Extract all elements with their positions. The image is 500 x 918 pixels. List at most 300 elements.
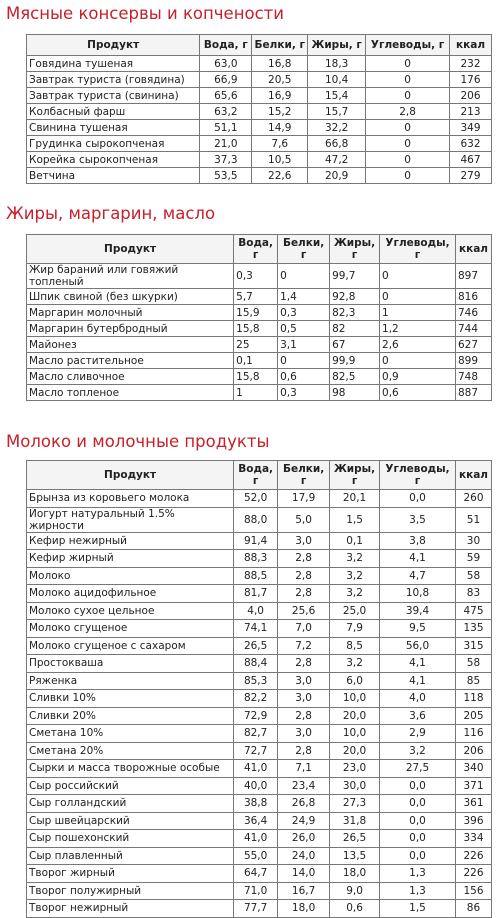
cell-product: Сыр швейцарский bbox=[27, 812, 234, 830]
column-header-water: Вода, г bbox=[200, 35, 252, 56]
cell-product: Сырки и масса творожные особые bbox=[27, 760, 234, 778]
cell-product: Сметана 10% bbox=[27, 725, 234, 743]
cell-kcal: 887 bbox=[455, 385, 491, 401]
cell-fat: 26,5 bbox=[330, 830, 380, 848]
cell-water: 88,4 bbox=[234, 655, 278, 673]
cell-carbs: 2,6 bbox=[380, 337, 456, 353]
cell-carbs: 27,5 bbox=[380, 760, 456, 778]
cell-protein: 23,4 bbox=[278, 777, 330, 795]
cell-fat: 0,1 bbox=[330, 532, 380, 550]
cell-protein: 2,8 bbox=[278, 567, 330, 585]
cell-water: 26,5 bbox=[234, 637, 278, 655]
column-header-fat: Жиры, г bbox=[330, 235, 380, 264]
cell-fat: 92,8 bbox=[330, 289, 380, 305]
cell-protein: 1,4 bbox=[278, 289, 330, 305]
cell-protein: 5,0 bbox=[278, 507, 330, 532]
table-row bbox=[27, 88, 492, 104]
cell-fat: 3,2 bbox=[330, 550, 380, 568]
cell-carbs: 0 bbox=[380, 353, 456, 369]
table-row bbox=[27, 882, 492, 900]
column-header-kcal: ккал bbox=[450, 35, 492, 56]
cell-kcal: 467 bbox=[450, 152, 492, 168]
column-header-protein: Белки, г bbox=[278, 461, 330, 490]
cell-water: 72,9 bbox=[234, 707, 278, 725]
table-row bbox=[27, 725, 492, 743]
table-row bbox=[27, 507, 492, 532]
cell-water: 51,1 bbox=[200, 120, 252, 136]
cell-fat: 20,1 bbox=[330, 490, 380, 508]
cell-product: Корейка сырокопченая bbox=[27, 152, 200, 168]
cell-water: 0,1 bbox=[234, 353, 278, 369]
cell-fat: 82 bbox=[330, 321, 380, 337]
table-row bbox=[27, 830, 492, 848]
cell-carbs: 0,0 bbox=[380, 847, 456, 865]
cell-fat: 20,0 bbox=[330, 707, 380, 725]
cell-protein: 26,0 bbox=[278, 830, 330, 848]
cell-water: 91,4 bbox=[234, 532, 278, 550]
cell-kcal: 83 bbox=[455, 585, 491, 603]
cell-protein: 3,0 bbox=[278, 690, 330, 708]
cell-carbs: 0,0 bbox=[380, 812, 456, 830]
cell-fat: 13,5 bbox=[330, 847, 380, 865]
cell-fat: 7,9 bbox=[330, 620, 380, 638]
column-header-kcal: ккал bbox=[455, 235, 491, 264]
cell-carbs: 0,0 bbox=[380, 795, 456, 813]
cell-product: Йогурт натуральный 1.5% жирности bbox=[27, 507, 234, 532]
cell-kcal: 279 bbox=[450, 168, 492, 184]
cell-fat: 23,0 bbox=[330, 760, 380, 778]
cell-protein: 16,9 bbox=[252, 88, 308, 104]
cell-water: 74,1 bbox=[234, 620, 278, 638]
cell-fat: 15,4 bbox=[308, 88, 366, 104]
cell-protein: 3,0 bbox=[278, 672, 330, 690]
cell-fat: 99,9 bbox=[330, 353, 380, 369]
cell-fat: 98 bbox=[330, 385, 380, 401]
table-row bbox=[27, 865, 492, 883]
cell-kcal: 176 bbox=[450, 72, 492, 88]
cell-water: 63,0 bbox=[200, 56, 252, 72]
cell-protein: 3,0 bbox=[278, 725, 330, 743]
cell-kcal: 226 bbox=[455, 865, 491, 883]
table-row bbox=[27, 602, 492, 620]
table-row bbox=[27, 532, 492, 550]
cell-fat: 3,2 bbox=[330, 655, 380, 673]
cell-carbs: 4,7 bbox=[380, 567, 456, 585]
cell-protein: 24,0 bbox=[278, 847, 330, 865]
column-header-water: Вода, г bbox=[234, 461, 278, 490]
cell-water: 1 bbox=[234, 385, 278, 401]
cell-protein: 17,9 bbox=[278, 490, 330, 508]
cell-protein: 25,6 bbox=[278, 602, 330, 620]
cell-water: 65,6 bbox=[200, 88, 252, 104]
table-row bbox=[27, 707, 492, 725]
cell-product: Говядина тушеная bbox=[27, 56, 200, 72]
cell-fat: 10,0 bbox=[330, 690, 380, 708]
table-row bbox=[27, 585, 492, 603]
cell-carbs: 1,3 bbox=[380, 882, 456, 900]
cell-protein: 20,5 bbox=[252, 72, 308, 88]
column-header-protein: Белки, г bbox=[252, 35, 308, 56]
table-row bbox=[27, 690, 492, 708]
cell-kcal: 340 bbox=[455, 760, 491, 778]
cell-kcal: 135 bbox=[455, 620, 491, 638]
cell-kcal: 748 bbox=[455, 369, 491, 385]
cell-protein: 18,0 bbox=[278, 900, 330, 918]
cell-product: Брынза из коровьего молока bbox=[27, 490, 234, 508]
cell-water: 40,0 bbox=[234, 777, 278, 795]
table-row bbox=[27, 305, 492, 321]
cell-product: Сыр плавленный bbox=[27, 847, 234, 865]
cell-product: Масло растительное bbox=[27, 353, 234, 369]
cell-product: Сливки 10% bbox=[27, 690, 234, 708]
table-row bbox=[27, 637, 492, 655]
cell-carbs: 56,0 bbox=[380, 637, 456, 655]
table-header-row bbox=[27, 235, 492, 264]
cell-product: Сливки 20% bbox=[27, 707, 234, 725]
cell-carbs: 0,0 bbox=[380, 830, 456, 848]
cell-water: 38,8 bbox=[234, 795, 278, 813]
cell-protein: 16,8 bbox=[252, 56, 308, 72]
cell-kcal: 206 bbox=[450, 88, 492, 104]
cell-fat: 25,0 bbox=[330, 602, 380, 620]
cell-protein: 24,9 bbox=[278, 812, 330, 830]
table-row bbox=[27, 900, 492, 918]
cell-water: 15,8 bbox=[234, 321, 278, 337]
cell-fat: 6,0 bbox=[330, 672, 380, 690]
cell-product: Кефир жирный bbox=[27, 550, 234, 568]
table-row bbox=[27, 385, 492, 401]
cell-kcal: 206 bbox=[455, 742, 491, 760]
cell-fat: 32,2 bbox=[308, 120, 366, 136]
cell-fat: 67 bbox=[330, 337, 380, 353]
cell-water: 53,5 bbox=[200, 168, 252, 184]
cell-kcal: 226 bbox=[455, 847, 491, 865]
cell-water: 85,3 bbox=[234, 672, 278, 690]
table-row bbox=[27, 777, 492, 795]
section-title-fats: Жиры, маргарин, масло bbox=[6, 204, 216, 223]
table-row bbox=[27, 490, 492, 508]
cell-product: Майонез bbox=[27, 337, 234, 353]
table-header-row bbox=[27, 35, 492, 56]
cell-fat: 15,7 bbox=[308, 104, 366, 120]
cell-protein: 0,6 bbox=[278, 369, 330, 385]
cell-water: 81,7 bbox=[234, 585, 278, 603]
cell-carbs: 0,0 bbox=[380, 777, 456, 795]
cell-kcal: 315 bbox=[455, 637, 491, 655]
column-header-fat: Жиры, г bbox=[330, 461, 380, 490]
cell-carbs: 0 bbox=[366, 136, 450, 152]
cell-product: Молоко сгущеное bbox=[27, 620, 234, 638]
cell-fat: 3,2 bbox=[330, 585, 380, 603]
table-row bbox=[27, 56, 492, 72]
cell-water: 88,5 bbox=[234, 567, 278, 585]
column-header-product: Продукт bbox=[27, 235, 234, 264]
cell-carbs: 10,8 bbox=[380, 585, 456, 603]
cell-fat: 66,8 bbox=[308, 136, 366, 152]
cell-fat: 20,0 bbox=[330, 742, 380, 760]
table-header-row bbox=[27, 461, 492, 490]
cell-protein: 7,1 bbox=[278, 760, 330, 778]
cell-water: 66,9 bbox=[200, 72, 252, 88]
table-row bbox=[27, 136, 492, 152]
cell-water: 15,9 bbox=[234, 305, 278, 321]
cell-fat: 10,0 bbox=[330, 725, 380, 743]
cell-product: Творог полужирный bbox=[27, 882, 234, 900]
cell-product: Маргарин бутербродный bbox=[27, 321, 234, 337]
table-row bbox=[27, 104, 492, 120]
table-meat bbox=[26, 34, 492, 184]
table-row bbox=[27, 353, 492, 369]
cell-kcal: 899 bbox=[455, 353, 491, 369]
column-header-carbs: Углеводы, г bbox=[380, 235, 456, 264]
table-row bbox=[27, 152, 492, 168]
cell-carbs: 2,8 bbox=[366, 104, 450, 120]
table-row bbox=[27, 120, 492, 136]
cell-kcal: 627 bbox=[455, 337, 491, 353]
column-header-carbs: Углеводы, г bbox=[380, 461, 456, 490]
table-row bbox=[27, 369, 492, 385]
cell-water: 55,0 bbox=[234, 847, 278, 865]
cell-product: Колбасный фарш bbox=[27, 104, 200, 120]
cell-carbs: 0 bbox=[366, 152, 450, 168]
cell-protein: 26,8 bbox=[278, 795, 330, 813]
cell-kcal: 371 bbox=[455, 777, 491, 795]
cell-product: Молоко сухое цельное bbox=[27, 602, 234, 620]
cell-carbs: 3,8 bbox=[380, 532, 456, 550]
cell-kcal: 58 bbox=[455, 567, 491, 585]
cell-kcal: 205 bbox=[455, 707, 491, 725]
cell-protein: 0,3 bbox=[278, 385, 330, 401]
cell-fat: 18,0 bbox=[330, 865, 380, 883]
cell-protein: 14,9 bbox=[252, 120, 308, 136]
cell-kcal: 475 bbox=[455, 602, 491, 620]
cell-protein: 0,5 bbox=[278, 321, 330, 337]
cell-carbs: 4,1 bbox=[380, 655, 456, 673]
cell-protein: 3,0 bbox=[278, 532, 330, 550]
cell-carbs: 0 bbox=[366, 88, 450, 104]
cell-carbs: 1,3 bbox=[380, 865, 456, 883]
cell-protein: 0,3 bbox=[278, 305, 330, 321]
cell-protein: 14,0 bbox=[278, 865, 330, 883]
table-fats bbox=[26, 234, 492, 401]
cell-carbs: 1,2 bbox=[380, 321, 456, 337]
cell-product: Шпик свиной (без шкурки) bbox=[27, 289, 234, 305]
cell-kcal: 58 bbox=[455, 655, 491, 673]
cell-product: Творог нежирный bbox=[27, 900, 234, 918]
column-header-protein: Белки, г bbox=[278, 235, 330, 264]
table-row bbox=[27, 655, 492, 673]
cell-kcal: 116 bbox=[455, 725, 491, 743]
cell-carbs: 4,0 bbox=[380, 690, 456, 708]
cell-carbs: 0 bbox=[366, 168, 450, 184]
cell-fat: 82,3 bbox=[330, 305, 380, 321]
cell-carbs: 0,6 bbox=[380, 385, 456, 401]
cell-fat: 31,8 bbox=[330, 812, 380, 830]
cell-product: Простокваша bbox=[27, 655, 234, 673]
cell-product: Завтрак туриста (говядина) bbox=[27, 72, 200, 88]
cell-fat: 99,7 bbox=[330, 264, 380, 289]
table-row bbox=[27, 795, 492, 813]
cell-water: 4,0 bbox=[234, 602, 278, 620]
column-header-kcal: ккал bbox=[455, 461, 491, 490]
cell-product: Молоко сгущеное с сахаром bbox=[27, 637, 234, 655]
cell-product: Жир бараний или говяжий топленый bbox=[27, 264, 234, 289]
cell-protein: 2,8 bbox=[278, 655, 330, 673]
cell-protein: 0 bbox=[278, 264, 330, 289]
cell-product: Ветчина bbox=[27, 168, 200, 184]
cell-carbs: 3,5 bbox=[380, 507, 456, 532]
cell-carbs: 0 bbox=[366, 120, 450, 136]
table-row bbox=[27, 847, 492, 865]
column-header-fat: Жиры, г bbox=[308, 35, 366, 56]
cell-product: Маргарин молочный bbox=[27, 305, 234, 321]
cell-protein: 0 bbox=[278, 353, 330, 369]
cell-carbs: 0,9 bbox=[380, 369, 456, 385]
cell-kcal: 349 bbox=[450, 120, 492, 136]
cell-product: Молоко ацидофильное bbox=[27, 585, 234, 603]
cell-protein: 7,6 bbox=[252, 136, 308, 152]
table-row bbox=[27, 550, 492, 568]
cell-fat: 47,2 bbox=[308, 152, 366, 168]
cell-product: Свинина тушеная bbox=[27, 120, 200, 136]
table-row bbox=[27, 620, 492, 638]
cell-protein: 2,8 bbox=[278, 585, 330, 603]
cell-water: 0,3 bbox=[234, 264, 278, 289]
cell-carbs: 4,1 bbox=[380, 550, 456, 568]
cell-protein: 16,7 bbox=[278, 882, 330, 900]
cell-protein: 2,8 bbox=[278, 707, 330, 725]
cell-kcal: 260 bbox=[455, 490, 491, 508]
cell-water: 63,2 bbox=[200, 104, 252, 120]
cell-carbs: 0 bbox=[366, 72, 450, 88]
cell-water: 36,4 bbox=[234, 812, 278, 830]
cell-carbs: 2,9 bbox=[380, 725, 456, 743]
cell-carbs: 9,5 bbox=[380, 620, 456, 638]
table-row bbox=[27, 289, 492, 305]
cell-protein: 2,8 bbox=[278, 742, 330, 760]
cell-kcal: 361 bbox=[455, 795, 491, 813]
table-dairy bbox=[26, 460, 492, 918]
cell-product: Сыр голландский bbox=[27, 795, 234, 813]
cell-product: Грудинка сырокопченая bbox=[27, 136, 200, 152]
cell-fat: 82,5 bbox=[330, 369, 380, 385]
column-header-product: Продукт bbox=[27, 461, 234, 490]
cell-carbs: 4,1 bbox=[380, 672, 456, 690]
cell-kcal: 632 bbox=[450, 136, 492, 152]
section-title-dairy: Молоко и молочные продукты bbox=[6, 432, 270, 451]
cell-water: 64,7 bbox=[234, 865, 278, 883]
cell-carbs: 0,0 bbox=[380, 490, 456, 508]
cell-water: 82,7 bbox=[234, 725, 278, 743]
column-header-carbs: Углеводы, г bbox=[366, 35, 450, 56]
cell-kcal: 85 bbox=[455, 672, 491, 690]
cell-carbs: 1,5 bbox=[380, 900, 456, 918]
cell-carbs: 3,6 bbox=[380, 707, 456, 725]
cell-water: 25 bbox=[234, 337, 278, 353]
cell-fat: 10,4 bbox=[308, 72, 366, 88]
cell-carbs: 3,2 bbox=[380, 742, 456, 760]
cell-fat: 30,0 bbox=[330, 777, 380, 795]
cell-water: 77,7 bbox=[234, 900, 278, 918]
cell-carbs: 0 bbox=[366, 56, 450, 72]
table-row bbox=[27, 672, 492, 690]
cell-water: 41,0 bbox=[234, 830, 278, 848]
cell-water: 5,7 bbox=[234, 289, 278, 305]
cell-kcal: 213 bbox=[450, 104, 492, 120]
cell-protein: 15,2 bbox=[252, 104, 308, 120]
cell-fat: 1,5 bbox=[330, 507, 380, 532]
cell-product: Сыр российский bbox=[27, 777, 234, 795]
cell-fat: 20,9 bbox=[308, 168, 366, 184]
cell-fat: 0,6 bbox=[330, 900, 380, 918]
cell-product: Сыр пошехонский bbox=[27, 830, 234, 848]
cell-carbs: 0 bbox=[380, 264, 456, 289]
cell-water: 71,0 bbox=[234, 882, 278, 900]
cell-product: Молоко bbox=[27, 567, 234, 585]
cell-water: 88,3 bbox=[234, 550, 278, 568]
cell-water: 37,3 bbox=[200, 152, 252, 168]
cell-water: 72,7 bbox=[234, 742, 278, 760]
cell-carbs: 1 bbox=[380, 305, 456, 321]
cell-water: 15,8 bbox=[234, 369, 278, 385]
cell-kcal: 897 bbox=[455, 264, 491, 289]
cell-kcal: 744 bbox=[455, 321, 491, 337]
cell-fat: 3,2 bbox=[330, 567, 380, 585]
column-header-product: Продукт bbox=[27, 35, 200, 56]
table-row bbox=[27, 567, 492, 585]
cell-product: Масло сливочное bbox=[27, 369, 234, 385]
cell-product: Ряженка bbox=[27, 672, 234, 690]
cell-fat: 27,3 bbox=[330, 795, 380, 813]
cell-fat: 8,5 bbox=[330, 637, 380, 655]
cell-water: 88,0 bbox=[234, 507, 278, 532]
table-row bbox=[27, 72, 492, 88]
table-row bbox=[27, 321, 492, 337]
cell-carbs: 39,4 bbox=[380, 602, 456, 620]
cell-fat: 9,0 bbox=[330, 882, 380, 900]
table-row bbox=[27, 760, 492, 778]
cell-protein: 10,5 bbox=[252, 152, 308, 168]
cell-kcal: 156 bbox=[455, 882, 491, 900]
cell-carbs: 0 bbox=[380, 289, 456, 305]
cell-kcal: 816 bbox=[455, 289, 491, 305]
cell-protein: 3,1 bbox=[278, 337, 330, 353]
table-row bbox=[27, 337, 492, 353]
cell-fat: 18,3 bbox=[308, 56, 366, 72]
cell-protein: 2,8 bbox=[278, 550, 330, 568]
cell-protein: 7,2 bbox=[278, 637, 330, 655]
cell-water: 41,0 bbox=[234, 760, 278, 778]
column-header-water: Вода, г bbox=[234, 235, 278, 264]
section-title-meat: Мясные консервы и копчености bbox=[6, 4, 284, 23]
cell-kcal: 334 bbox=[455, 830, 491, 848]
cell-kcal: 86 bbox=[455, 900, 491, 918]
cell-kcal: 30 bbox=[455, 532, 491, 550]
cell-water: 52,0 bbox=[234, 490, 278, 508]
cell-protein: 7,0 bbox=[278, 620, 330, 638]
table-row bbox=[27, 168, 492, 184]
cell-kcal: 396 bbox=[455, 812, 491, 830]
cell-kcal: 746 bbox=[455, 305, 491, 321]
cell-water: 82,2 bbox=[234, 690, 278, 708]
table-row bbox=[27, 264, 492, 289]
cell-kcal: 51 bbox=[455, 507, 491, 532]
cell-product: Творог жирный bbox=[27, 865, 234, 883]
cell-kcal: 118 bbox=[455, 690, 491, 708]
cell-product: Сметана 20% bbox=[27, 742, 234, 760]
table-row bbox=[27, 812, 492, 830]
table-row bbox=[27, 742, 492, 760]
